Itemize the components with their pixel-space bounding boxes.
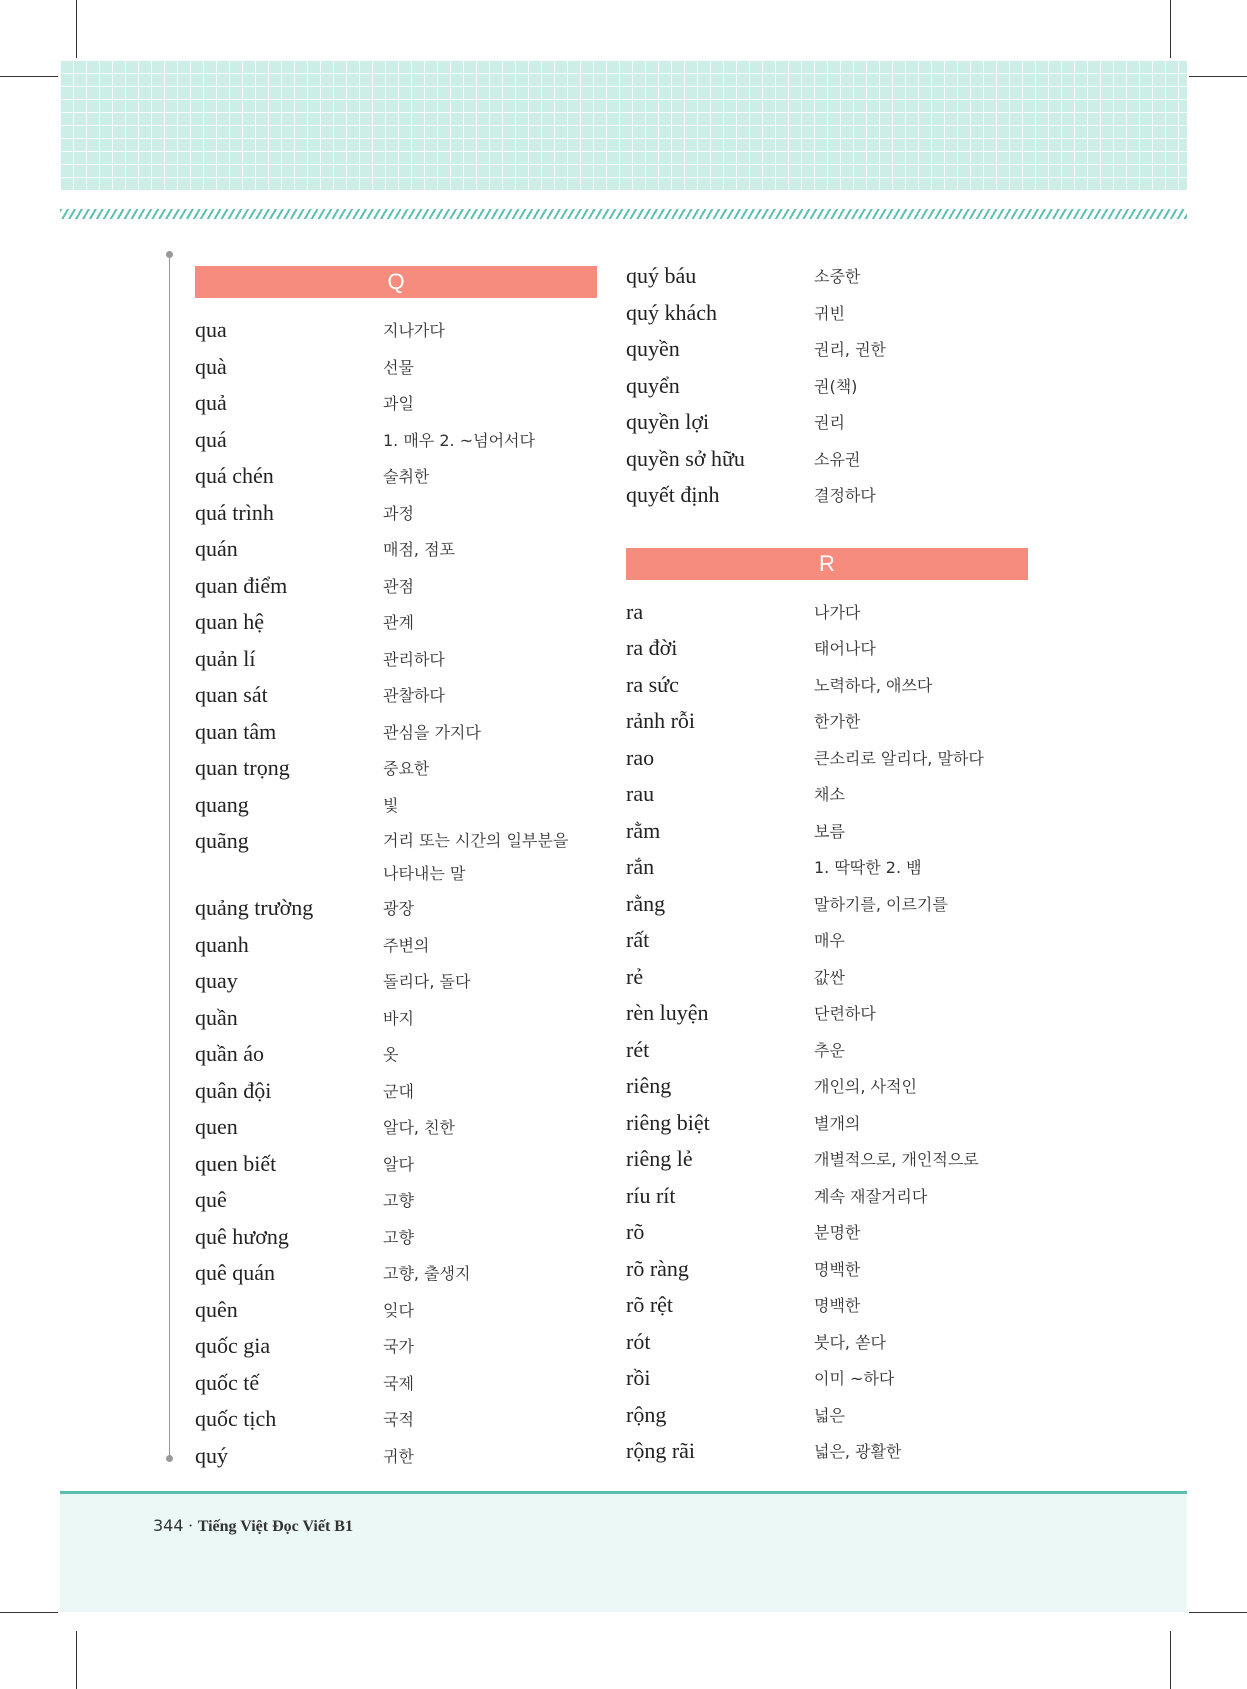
korean-meaning: 관리하다 [383,649,445,669]
vietnamese-word: quốc tế [195,1369,260,1395]
glossary-entry [195,1073,597,1110]
glossary-entry [626,1032,1028,1069]
vietnamese-word: quán [195,536,238,561]
korean-meaning: 알다 [383,1154,414,1174]
glossary-entry [626,1324,1028,1361]
korean-meaning: 넓은, 광활한 [814,1442,902,1461]
vietnamese-word: riêng [626,1073,672,1098]
vietnamese-word: rèn luyện [626,1000,709,1025]
glossary-entry [195,385,597,422]
vietnamese-word: quen [195,1114,238,1139]
glossary-entry [195,1365,597,1402]
korean-meaning: 개별적으로, 개인적으로 [814,1150,979,1169]
vietnamese-word: quan hệ [195,609,265,634]
korean-meaning: 권(책) [814,376,858,396]
glossary-entry [195,1036,597,1073]
glossary-entry [626,1105,1028,1142]
korean-meaning: 과정 [383,503,414,523]
glossary-entry [195,568,597,605]
vietnamese-word: quốc gia [195,1333,271,1358]
glossary-entry [195,1328,597,1365]
vietnamese-word: quản lí [195,645,256,671]
header-hatch-stripe [60,209,1187,219]
crop-mark [76,1631,77,1689]
glossary-entry [195,1292,597,1329]
korean-meaning: 군대 [383,1081,414,1101]
vietnamese-word: quyển [626,372,680,398]
glossary-entry [195,1255,597,1292]
glossary-entry [626,404,1028,441]
vietnamese-word: rõ rệt [626,1292,674,1317]
book-title: Tiếng Việt Đọc Viết B1 [197,1518,353,1535]
korean-meaning: 매우 [814,931,845,950]
korean-meaning: 보름 [814,821,845,841]
korean-meaning: 1. 딱딱한 2. 뱀 [814,858,922,877]
crop-mark [0,76,58,77]
korean-meaning: 술취한 [383,467,430,486]
section-header-r: R [626,548,1028,580]
korean-meaning: 말하기를, 이르기를 [814,894,948,914]
korean-meaning: 귀한 [383,1446,414,1466]
vietnamese-word: quyền sở hữu [626,445,745,471]
glossary-entry [626,1251,1028,1288]
glossary-entry [626,740,1028,777]
korean-meaning: 개인의, 사적인 [814,1077,917,1096]
glossary-entry [195,1401,597,1438]
korean-meaning: 명백한 [814,1259,861,1279]
glossary-entry [195,714,597,751]
vietnamese-word: quay [195,968,238,993]
korean-meaning: 나가다 [814,602,861,622]
glossary-entry [195,750,597,787]
glossary-entry [626,1433,1028,1470]
korean-meaning: 주변의 [383,935,430,955]
vietnamese-word: quốc tịch [195,1406,277,1431]
korean-meaning: 돌리다, 돌다 [383,972,471,991]
glossary-entry [626,295,1028,332]
glossary-list-r [626,594,1028,1470]
glossary-entry [626,1141,1028,1178]
korean-meaning: 국가 [383,1337,414,1356]
korean-meaning: 계속 재잘거리다 [814,1186,928,1206]
glossary-entry [626,1178,1028,1215]
vietnamese-word: quên [195,1296,238,1322]
vietnamese-word: quyết định [626,482,720,507]
glossary-entry [626,441,1028,478]
korean-meaning: 큰소리로 알리다, 말하다 [814,748,984,768]
korean-meaning: 1. 매우 2. ~넘어서다 [383,430,535,450]
vietnamese-word: quá [195,426,227,452]
glossary-entry [195,1182,597,1219]
korean-meaning: 중요한 [383,759,430,778]
vietnamese-word: rằm [626,817,661,843]
vietnamese-word: rẻ [626,963,644,989]
vietnamese-word: quảng trường [195,895,314,920]
korean-meaning-line: 거리 또는 시간의 일부분을 [383,831,569,850]
margin-rule-bottom-dot [166,1455,173,1462]
glossary-entry [195,1146,597,1183]
glossary-entry [195,677,597,714]
footer [153,1516,353,1536]
vietnamese-word: rắn [626,854,655,879]
glossary-entry [195,349,597,386]
korean-meaning: 이미 ~하다 [814,1369,895,1388]
vietnamese-word: quần [195,1004,238,1030]
vietnamese-word: rộng [626,1401,667,1427]
crop-mark [1170,0,1171,58]
vietnamese-word: ra [626,598,644,624]
vietnamese-word: quyền lợi [626,409,710,434]
vietnamese-word: qua [195,317,227,342]
margin-rule [169,254,170,1458]
glossary-list-q-continued [626,258,1028,514]
korean-meaning: 추운 [814,1040,845,1060]
korean-meaning: 관계 [383,613,414,632]
vietnamese-word: quân đội [195,1077,272,1103]
vietnamese-word: quá trình [195,499,274,525]
glossary-column-right [626,258,1028,1470]
glossary-entry [626,258,1028,295]
korean-meaning: 바지 [383,1008,414,1028]
vietnamese-word: quý [195,1442,228,1468]
glossary-column-left [195,258,597,1474]
glossary-entry [195,1219,597,1256]
crop-mark [1170,1631,1171,1689]
footer-separator: · [187,1516,194,1535]
header-grid-band [60,60,1187,190]
vietnamese-word: quang [195,791,249,817]
glossary-list-q [195,312,597,1474]
glossary-entry [626,331,1028,368]
vietnamese-word: rõ [626,1219,645,1244]
glossary-entry [195,531,597,568]
korean-meaning: 국제 [383,1373,414,1393]
glossary-entry [626,477,1028,514]
glossary-entry [195,787,597,824]
vietnamese-word: rộng rãi [626,1438,696,1463]
crop-mark [1189,1612,1247,1613]
glossary-entry [195,422,597,459]
margin-rule-top-dot [166,251,173,258]
glossary-entry [626,813,1028,850]
vietnamese-word: quý khách [626,299,718,325]
vietnamese-word: quà [195,353,227,379]
footer-band [60,1494,1187,1612]
glossary-entry [195,495,597,532]
vietnamese-word: ra đời [626,635,678,660]
korean-meaning: 선물 [383,357,414,377]
vietnamese-word: quan trọng [195,755,290,780]
korean-meaning: 노력하다, 애쓰다 [814,675,933,695]
vietnamese-word: quả [195,390,227,415]
vietnamese-word: rõ ràng [626,1255,689,1281]
vietnamese-word: rằng [626,890,666,916]
korean-meaning: 채소 [814,785,845,804]
crop-mark [76,0,77,58]
glossary-entry [626,959,1028,996]
glossary-entry [626,368,1028,405]
glossary-entry [195,604,597,641]
glossary-entry [626,630,1028,667]
korean-meaning: 알다, 친한 [383,1118,455,1137]
vietnamese-word: quan điểm [195,572,288,598]
vietnamese-word: riêng lẻ [626,1146,693,1171]
glossary-entry [626,1397,1028,1434]
vietnamese-word: quyền [626,336,680,361]
glossary-entry [195,641,597,678]
crop-mark [1189,76,1247,77]
vietnamese-word: rất [626,927,650,952]
korean-meaning: 관점 [383,576,414,596]
korean-meaning: 지나가다 [383,321,445,340]
glossary-entry [195,823,597,890]
vietnamese-word: quê quán [195,1260,276,1285]
page-number: 344 [153,1516,184,1535]
vietnamese-word: quanh [195,931,249,957]
korean-meaning: 분명한 [814,1223,861,1242]
vietnamese-word: quần áo [195,1041,265,1066]
korean-meaning: 값싼 [814,967,845,987]
korean-meaning: 한가한 [814,712,861,731]
glossary-entry [195,312,597,349]
glossary-entry [626,1214,1028,1251]
korean-meaning: 광장 [383,899,414,918]
glossary-entry [626,995,1028,1032]
vietnamese-word: ra sức [626,671,679,697]
section-header-q: Q [195,266,597,298]
vietnamese-word: rồi [626,1365,651,1390]
vietnamese-word: rảnh rỗi [626,708,696,733]
korean-meaning: 권리 [814,413,845,432]
vietnamese-word: rau [626,781,655,806]
korean-meaning-line: 나타내는 말 [383,864,466,883]
korean-meaning: 소유권 [814,449,861,469]
vietnamese-word: quê [195,1187,227,1212]
vietnamese-word: quan tâm [195,718,277,744]
korean-meaning: 과일 [383,394,414,413]
korean-meaning: 결정하다 [814,486,876,505]
vietnamese-word: rao [626,744,655,770]
glossary-entry [195,458,597,495]
glossary-entry [626,703,1028,740]
glossary-entry [195,1438,597,1475]
korean-meaning: 권리, 권한 [814,340,886,359]
korean-meaning: 고향 [383,1191,414,1210]
korean-meaning: 명백한 [814,1296,861,1315]
korean-meaning: 관찰하다 [383,686,445,705]
glossary-entry [626,1068,1028,1105]
korean-meaning: 고향 [383,1227,414,1247]
glossary-entry [626,667,1028,704]
vietnamese-word: rót [626,1328,651,1354]
vietnamese-word: quê hương [195,1223,289,1249]
glossary-entry [626,1287,1028,1324]
glossary-entry [626,1360,1028,1397]
korean-meaning: 고향, 출생지 [383,1264,471,1283]
korean-meaning: 별개의 [814,1113,861,1133]
korean-meaning: 귀빈 [814,303,845,323]
korean-meaning: 빛 [383,795,399,815]
vietnamese-word: quen biết [195,1150,277,1176]
korean-meaning: 넓은 [814,1405,845,1425]
korean-meaning: 국적 [383,1410,414,1429]
vietnamese-word: quý báu [626,263,697,288]
korean-meaning: 태어나다 [814,639,876,658]
korean-meaning: 잊다 [383,1300,414,1320]
korean-meaning: 매점, 점포 [383,540,455,559]
vietnamese-word: quá chén [195,463,274,488]
vietnamese-word: ríu rít [626,1182,676,1208]
glossary-entry [195,890,597,927]
vietnamese-word: quãng [195,828,249,853]
vietnamese-word: rét [626,1036,650,1062]
korean-meaning [383,823,597,890]
crop-mark [0,1612,58,1613]
glossary-entry [626,594,1028,631]
korean-meaning: 옷 [383,1045,399,1064]
korean-meaning: 붓다, 쏟다 [814,1332,886,1352]
vietnamese-word: riêng biệt [626,1109,710,1135]
vietnamese-word: quan sát [195,682,268,707]
glossary-entry [626,922,1028,959]
korean-meaning: 관심을 가지다 [383,722,481,742]
glossary-entry [626,849,1028,886]
glossary-entry [195,1000,597,1037]
glossary-entry [195,963,597,1000]
glossary-entry [626,776,1028,813]
glossary-entry [195,1109,597,1146]
korean-meaning: 단련하다 [814,1004,876,1023]
korean-meaning: 소중한 [814,267,861,286]
glossary-entry [195,927,597,964]
glossary-entry [626,886,1028,923]
